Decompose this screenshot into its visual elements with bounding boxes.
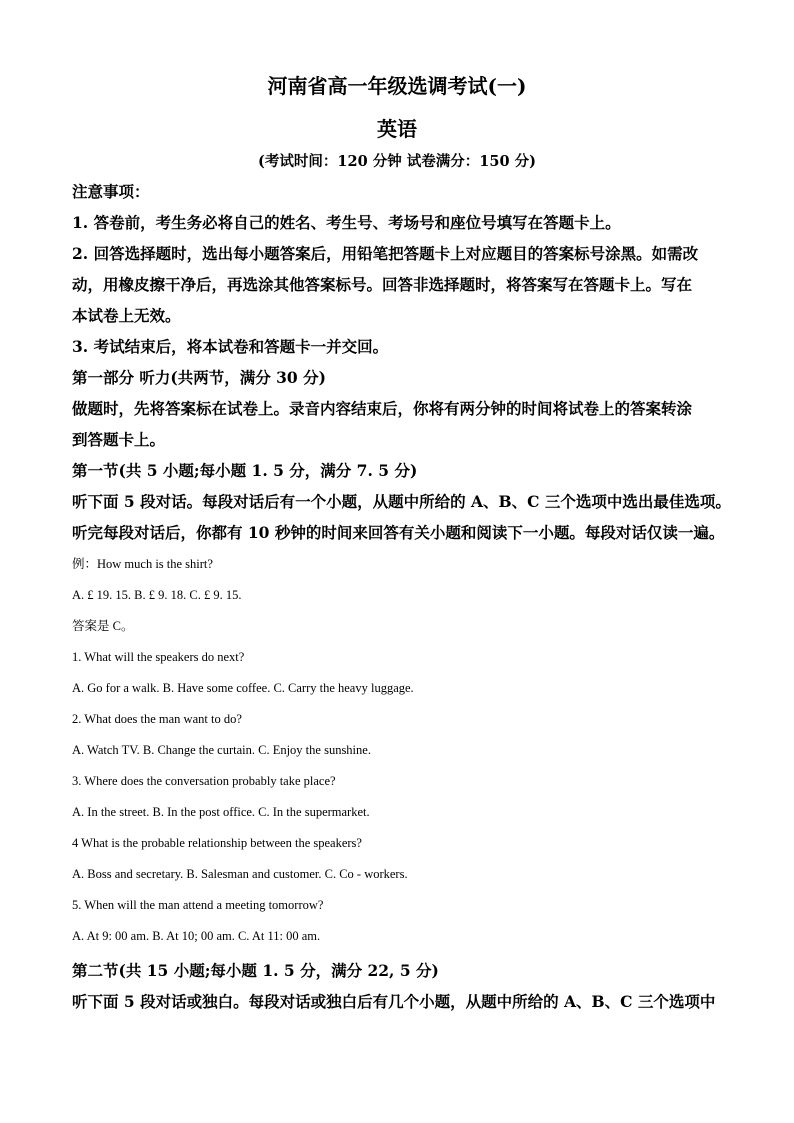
section2-instruction: 听下面 5 段对话或独白。每段对话或独白后有几个小题，从题中所给的 A、B、C 三个选项中 xyxy=(72,992,716,1011)
part1-instruction: 到答题卡上。 xyxy=(72,430,166,449)
example-options: A. £ 19. 15. B. £ 9. 18. C. £ 9. 15. xyxy=(72,588,242,602)
question-text: 5. When will the man attend a meeting tomorrow? xyxy=(72,898,324,912)
question-options: A. At 9: 00 am. B. At 10; 00 am. C. At 11: 00 am. xyxy=(72,929,321,943)
section2 xyxy=(72,955,732,1017)
question-options: A. In the street. B. In the post office. C. In the supermarket. xyxy=(72,805,370,819)
note-item: 2. 回答选择题时，选出每小题答案后，用铅笔把答题卡上对应题目的答案标号涂黑。如需改 xyxy=(72,244,699,263)
time-info: (考试时间：120 分钟 试卷满分：150 分) xyxy=(258,153,536,170)
question-text: 3. Where does the conversation probably take place? xyxy=(72,774,336,788)
part1-instruction: 做题时，先将答案标在试卷上。录音内容结束后，你将有两分钟的时间将试卷上的答案转涂 xyxy=(72,399,693,418)
section1-instruction: 听完每段对话后，你都有 10 秒钟的时间来回答有关小题和阅读下一小题。每段对话仅读一遍。 xyxy=(72,523,725,542)
section1-heading: 第一节(共 5 小题;每小题 1. 5 分，满分 7. 5 分) xyxy=(72,461,418,480)
question-options: A. Watch TV. B. Change the curtain. C. Enjoy the sunshine. xyxy=(72,743,371,757)
example-question: 例：How much is the shirt? xyxy=(72,557,213,571)
subject-title: 英语 xyxy=(377,117,417,141)
question-text: 1. What will the speakers do next? xyxy=(72,650,245,664)
notes-heading: 注意事项： xyxy=(72,182,150,201)
question-options: A. Go for a walk. B. Have some coffee. C. Carry the heavy luggage. xyxy=(72,681,414,695)
question-text: 2. What does the man want to do? xyxy=(72,712,242,726)
example-answer: 答案是 C。 xyxy=(72,619,134,633)
note-item: 本试卷上无效。 xyxy=(72,306,181,325)
part1-section xyxy=(72,362,732,548)
question-options: A. Boss and secretary. B. Salesman and customer. C. Co - workers. xyxy=(72,867,408,881)
part1-heading: 第一部分 听力(共两节，满分 30 分) xyxy=(72,368,326,387)
exam-title: 河南省高一年级选调考试(一) xyxy=(267,74,527,98)
questions-section xyxy=(72,549,732,952)
notes-section xyxy=(72,176,732,362)
note-item: 1. 答卷前，考生务必将自己的姓名、考生号、考场号和座位号填写在答题卡上。 xyxy=(72,213,621,232)
section1-instruction: 听下面 5 段对话。每段对话后有一个小题，从题中所给的 A、B、C 三个选项中选出最佳选项。 xyxy=(72,492,731,511)
note-item: 3. 考试结束后，将本试卷和答题卡一并交回。 xyxy=(72,337,389,356)
note-item: 动，用橡皮擦干净后，再选涂其他答案标号。回答非选择题时，将答案写在答题卡上。写在 xyxy=(72,275,693,294)
section2-heading: 第二节(共 15 小题;每小题 1. 5 分，满分 22, 5 分) xyxy=(72,961,439,980)
question-text: 4 What is the probable relationship between the speakers? xyxy=(72,836,362,850)
